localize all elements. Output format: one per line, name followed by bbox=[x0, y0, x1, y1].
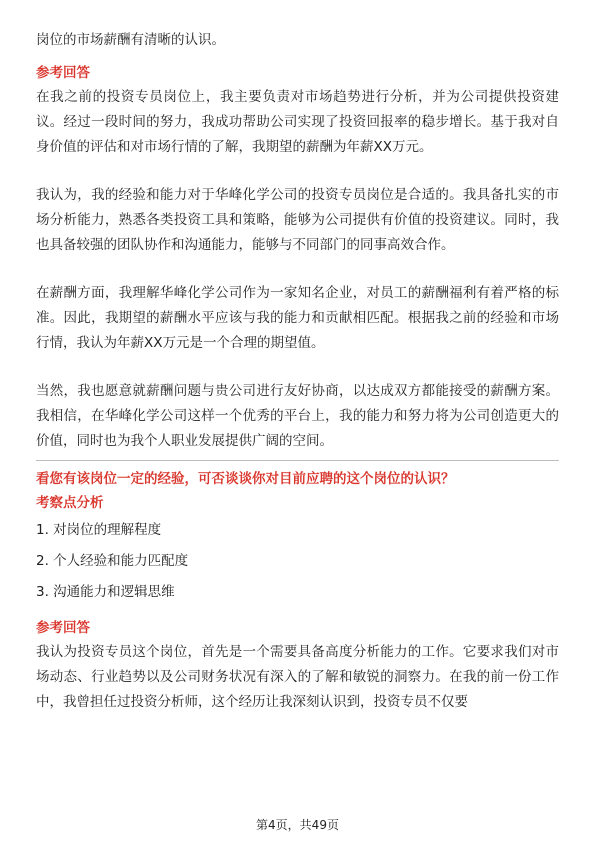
analysis-item-2: 2. 个人经验和能力匹配度 bbox=[36, 553, 189, 569]
document-body bbox=[36, 28, 559, 715]
question2-text: 看您有该岗位一定的经验，可否谈谈你对目前应聘的这个岗位的认识？ bbox=[36, 471, 455, 487]
analysis-item-1: 1. 对岗位的理解程度 bbox=[36, 522, 162, 538]
intro-tail-text: 岗位的市场薪酬有清晰的认识。 bbox=[36, 32, 225, 48]
analysis-heading: 考察点分析 bbox=[36, 495, 104, 511]
answer1-heading: 参考回答 bbox=[36, 65, 90, 81]
answer1-paragraph-4: 当然，我也愿意就薪酬问题与贵公司进行友好协商，以达成双方都能接受的薪酬方案。我相信，在华峰化学公司这样一个优秀的平台上，我的能力和努力将为公司创造更大的价值，同时也为我个人职业发展提供广阔的空间。 bbox=[36, 383, 559, 449]
page-number-footer: 第4页，共49页 bbox=[256, 818, 339, 832]
answer2-paragraph: 我认为投资专员这个岗位，首先是一个需要具备高度分析能力的工作。它要求我们对市场动态、行业趋势以及公司财务状况有深入的了解和敏锐的洞察力。在我的前一份工作中，我曾担任过投资分析师，这个经历让我深刻认识到，投资专员不仅要 bbox=[36, 644, 559, 710]
answer1-paragraph-2: 我认为，我的经验和能力对于华峰化学公司的投资专员岗位是合适的。我具备扎实的市场分析能力，熟悉各类投资工具和策略，能够为公司提供有价值的投资建议。同时，我也具备较强的团队协作和沟通能力，能够与不同部门的同事高效合作。 bbox=[36, 187, 559, 253]
answer1-paragraph-1: 在我之前的投资专员岗位上，我主要负责对市场趋势进行分析，并为公司提供投资建议。经过一段时间的努力，我成功帮助公司实现了投资回报率的稳步增长。基于我对自身价值的评估和对市场行情的了解，我期望的薪酬为年薪XX万元。 bbox=[36, 89, 559, 155]
answer2-heading: 参考回答 bbox=[36, 620, 90, 636]
section-divider bbox=[36, 460, 559, 461]
answer1-paragraph-3: 在薪酬方面，我理解华峰化学公司作为一家知名企业，对员工的薪酬福利有着严格的标准。因此，我期望的薪酬水平应该与我的能力和贡献相匹配。根据我之前的经验和市场行情，我认为年薪XX万元是一个合理的期望值。 bbox=[36, 285, 559, 351]
analysis-item-3: 3. 沟通能力和逻辑思维 bbox=[36, 584, 175, 600]
